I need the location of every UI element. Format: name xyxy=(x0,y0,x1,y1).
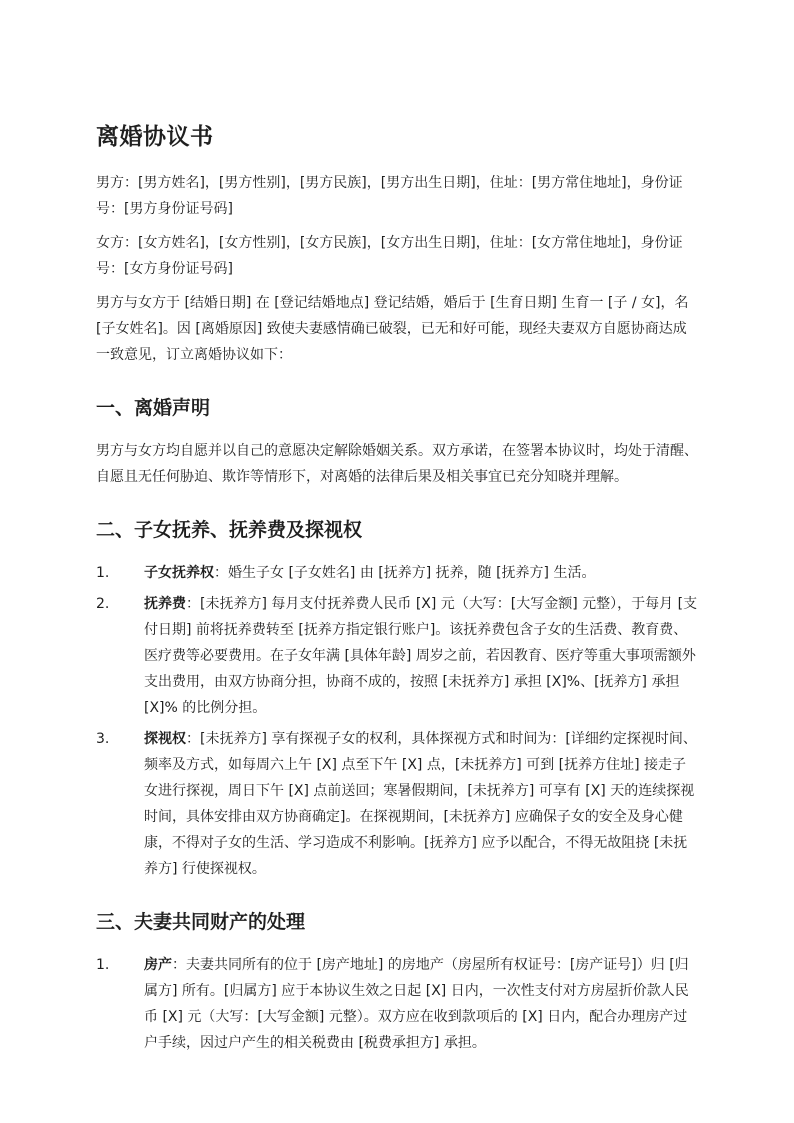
list-item-term: 探视权 xyxy=(144,731,186,747)
section-heading-divorce-declaration: 一、离婚声明 xyxy=(96,397,211,419)
wife-info: 女方：[女方姓名]，[女方性别]，[女方民族]，[女方出生日期]，住址：[女方常住地址]，身份证号：[女方身份证号码] xyxy=(96,235,683,277)
document-title: 离婚协议书 xyxy=(96,124,214,150)
list-item-term: 子女抚养权 xyxy=(144,565,214,581)
list-item-term: 抚养费 xyxy=(144,596,186,612)
list-item-number: 2. xyxy=(96,596,110,612)
list-item-text: ：婚生子女 [子女姓名] 由 [抚养方] 抚养，随 [抚养方] 生活。 xyxy=(214,565,596,581)
list-item xyxy=(96,952,700,1056)
list-item xyxy=(96,591,700,721)
list-item-body xyxy=(144,952,700,1056)
section-heading-child-custody: 二、子女抚养、抚养费及探视权 xyxy=(96,519,363,541)
document-page xyxy=(96,118,700,1061)
child-custody-list xyxy=(96,560,700,882)
list-item-number: 3. xyxy=(96,731,110,747)
list-item xyxy=(96,726,700,882)
list-item-body xyxy=(144,726,700,882)
list-item-text: ：夫妻共同所有的位于 [房产地址] 的房地产（房屋所有权证号：[房产证号]）归 [归属方] 所有。[归属方] 应于本协议生效之日起 [X] 日内，一次性支付对方房屋折价款人民币 [X] 元（大写：[大写金额] 元整）。双方应在收到款项后的 [X] 日内，配合办理房产过户手续，因过户产生的相关税费由 [税费承担方] 承担。 xyxy=(144,957,689,1051)
list-item-text: ：[未抚养方] 每月支付抚养费人民币 [X] 元（大写：[大写金额] 元整），于每月 [支付日期] 前将抚养费转至 [抚养方指定银行账户]。该抚养费包含子女的生活费、教育费、医疗费等必要费用。在子女年满 [具体年龄] 周岁之前，若因教育、医疗等重大事项需额外支出费用，由双方协商分担，协商不成的，按照 [未抚养方] 承担 [X]%、[抚养方] 承担 [X]% 的比例分担。 xyxy=(144,596,698,716)
list-item-number: 1. xyxy=(96,957,110,973)
list-item-term: 房产 xyxy=(144,957,172,973)
list-item xyxy=(96,560,700,586)
divorce-declaration-text: 男方与女方均自愿并以自己的意愿决定解除婚姻关系。双方承诺，在签署本协议时，均处于清醒、自愿且无任何胁迫、欺诈等情形下，对离婚的法律后果及相关事宜已充分知晓并理解。 xyxy=(96,443,698,485)
husband-info: 男方：[男方姓名]，[男方性别]，[男方民族]，[男方出生日期]，住址：[男方常住地址]，身份证号：[男方身份证号码] xyxy=(96,175,683,217)
section-heading-joint-property: 三、夫妻共同财产的处理 xyxy=(96,911,306,933)
joint-property-list xyxy=(96,952,700,1056)
list-item-body xyxy=(144,591,700,721)
list-item-number: 1. xyxy=(96,565,110,581)
list-item-text: ：[未抚养方] 享有探视子女的权利，具体探视方式和时间为：[详细约定探视时间、频率及方式，如每周六上午 [X] 点至下午 [X] 点，[未抚养方] 可到 [抚养方住址] 接走子女进行探视，周日下午 [X] 点前送回；寒暑假期间，[未抚养方] 可享有 [X] 天的连续探视时间，具体安排由双方协商确定]。在探视期间，[未抚养方] 应确保子女的安全及身心健康，不得对子女的生活、学习造成不利影响。[抚养方] 应予以配合，不得无故阻挠 [未抚养方] 行使探视权。 xyxy=(144,731,697,877)
marriage-background: 男方与女方于 [结婚日期] 在 [登记结婚地点] 登记结婚，婚后于 [生育日期] 生育一 [子 / 女]，名 [子女姓名]。因 [离婚原因] 致使夫妻感情确已破裂，已无和好可能，现经夫妻双方自愿协商达成一致意见，订立离婚协议如下： xyxy=(96,295,689,363)
list-item-body xyxy=(144,560,700,586)
